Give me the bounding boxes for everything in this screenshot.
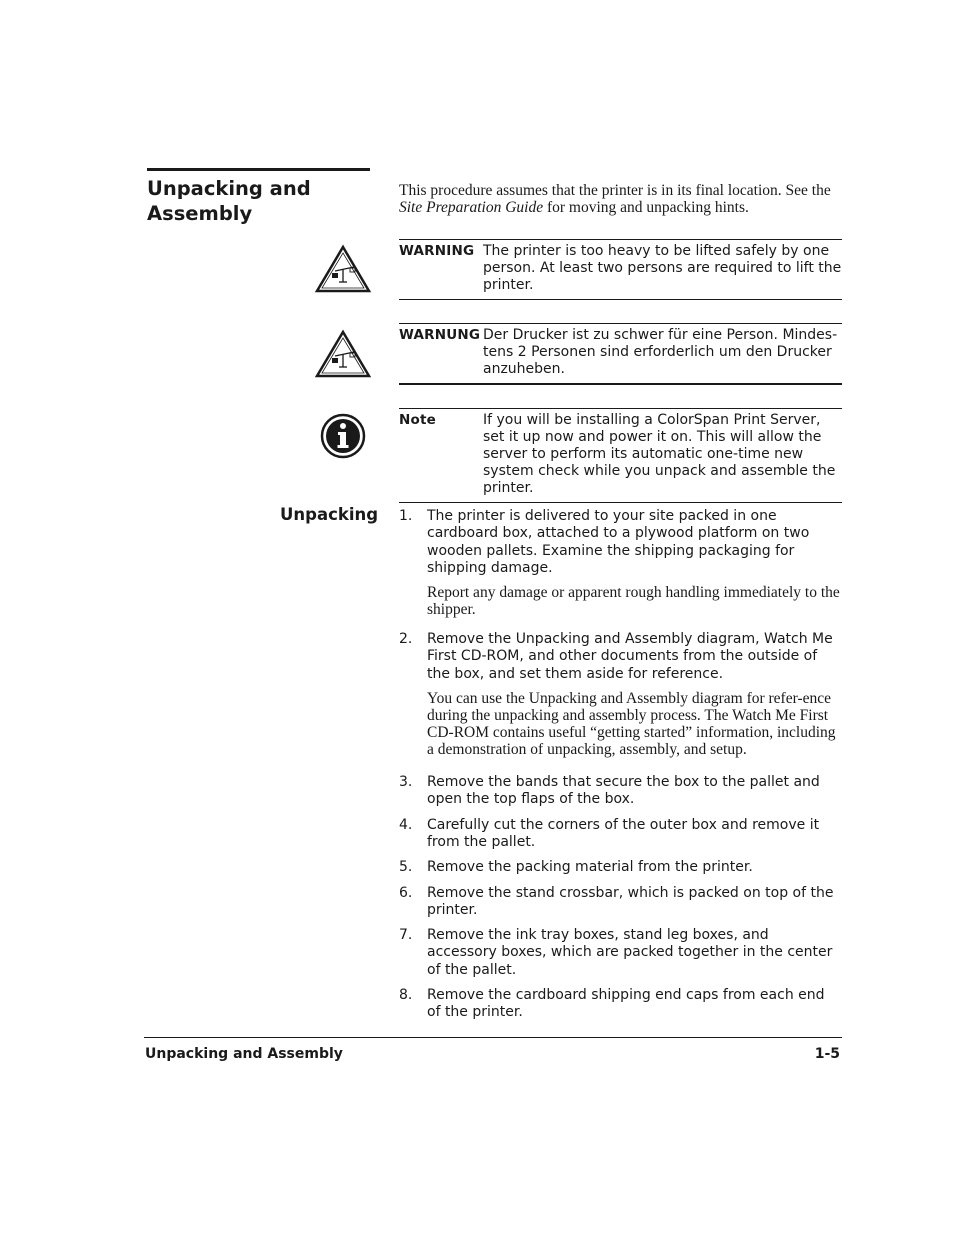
- step-number: 3.: [399, 774, 413, 791]
- heavy-lift-warning-icon: [314, 329, 372, 384]
- step-number: 6.: [399, 884, 413, 901]
- notice-text: If you will be installing a ColorSpan Print Server, set it up now and power it on. This will allow the server to perform its automatic one-time new system check while you unpack and assemble the printer.: [483, 412, 836, 496]
- intro-text-start: This procedure assumes that the printer is in its final location. See the: [399, 182, 831, 199]
- page-number: 1-5: [814, 1046, 840, 1062]
- list-item: [399, 631, 844, 758]
- notice-text: The printer is too heavy to be lifted safely by one person. At least two persons are required to lift the printer.: [483, 243, 842, 293]
- step-note: You can use the Unpacking and Assembly diagram for refer-ence during the unpacking and assembly process. The Watch Me First CD-ROM contains useful “getting started” information, including a demonstration of unpacking, assembly, and setup.: [427, 690, 836, 759]
- step-note: Report any damage or apparent rough handling immediately to the shipper.: [427, 584, 840, 619]
- intro-text-end: for moving and unpacking hints.: [543, 199, 749, 216]
- info-icon: [320, 413, 366, 464]
- step-number: 1.: [399, 508, 413, 524]
- list-item: [399, 987, 844, 1022]
- intro-guide-title: Site Preparation Guide: [399, 199, 544, 216]
- step-text: Remove the stand crossbar, which is packed on top of the printer.: [427, 884, 834, 918]
- note-notice: [399, 408, 842, 503]
- list-item: [399, 885, 844, 920]
- step-text: The printer is delivered to your site packed in one cardboard box, attached to a plywood platform on two wooden pallets. Examine the shipping packaging for shipping damage.: [427, 508, 810, 576]
- step-text: Carefully cut the corners of the outer box and remove it from the pallet.: [427, 816, 820, 850]
- notice-label: WARNING: [399, 243, 475, 259]
- footer-section-title: Unpacking and Assembly: [145, 1046, 343, 1062]
- footer-rule: [144, 1037, 842, 1038]
- step-text: Remove the ink tray boxes, stand leg boxes, and accessory boxes, which are packed together in the center of the pallet.: [427, 927, 833, 978]
- notice-label: Note: [399, 412, 436, 428]
- list-item: [399, 508, 844, 618]
- warnung-notice: [399, 323, 842, 385]
- section-intro: [399, 182, 844, 216]
- step-number: 2.: [399, 631, 413, 648]
- list-item: [399, 859, 844, 876]
- unpacking-steps: [399, 508, 844, 1022]
- section-title: Unpacking and Assembly: [147, 177, 311, 225]
- step-text: Remove the bands that secure the box to the pallet and open the top flaps of the box.: [427, 774, 820, 808]
- section-top-rule: [147, 168, 370, 171]
- notice-label: WARNUNG: [399, 327, 481, 343]
- step-number: 4.: [399, 816, 413, 833]
- step-text: Remove the cardboard shipping end caps from each end of the printer.: [427, 987, 825, 1021]
- notice-bottom-rule: [399, 502, 842, 503]
- step-number: 8.: [399, 987, 413, 1004]
- step-text: Remove the Unpacking and Assembly diagram, Watch Me First CD-ROM, and other documents from the outside of the box, and set them aside for reference.: [427, 631, 833, 682]
- list-item: [399, 817, 844, 852]
- step-text: Remove the packing material from the printer.: [427, 859, 753, 876]
- notice-text: Der Drucker ist zu schwer für eine Person. Mindes-tens 2 Personen sind erforderlich um den Drucker anzuheben.: [483, 327, 838, 377]
- notice-bottom-rule: [399, 299, 842, 300]
- list-item: [399, 774, 844, 809]
- notice-bottom-rule: [399, 383, 842, 385]
- list-item: [399, 927, 844, 979]
- step-number: 5.: [399, 859, 413, 876]
- warning-notice: [399, 239, 842, 300]
- unpacking-heading: Unpacking: [280, 505, 379, 524]
- step-number: 7.: [399, 927, 413, 944]
- heavy-lift-warning-icon: [314, 244, 372, 299]
